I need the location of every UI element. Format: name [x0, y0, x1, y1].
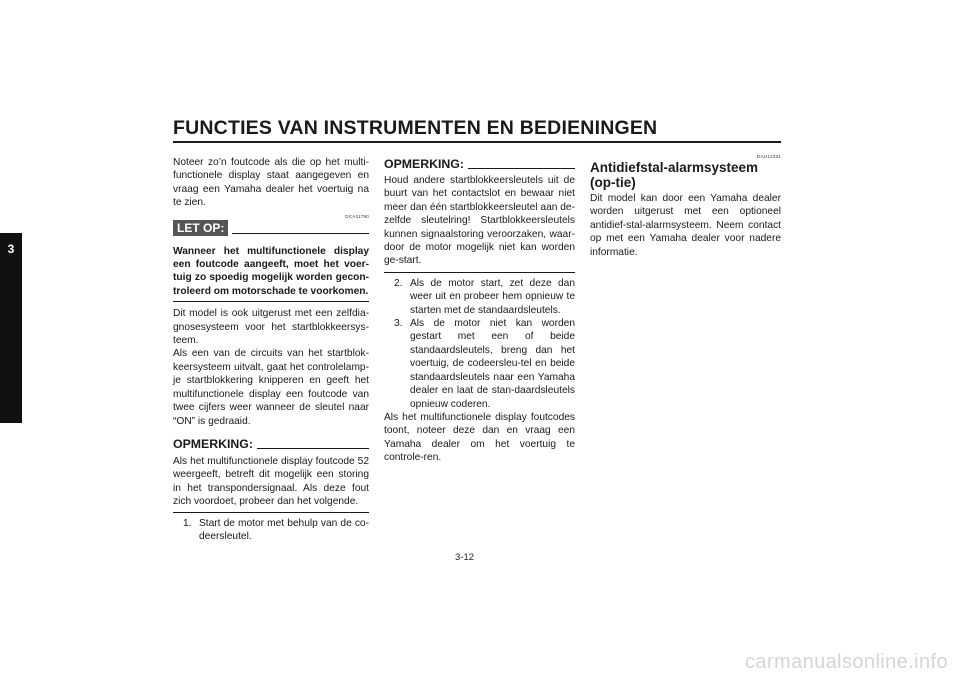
paragraph-selfdiagnosis: Dit model is ook uitgerust met een zelfdia-gnosesysteem voor het startblokkeersys-teem.	[173, 308, 369, 347]
list-item-number: 1.	[183, 517, 192, 529]
paragraph-circuit-failure: Als een van de circuits van het startblok-keersysteem uitvalt, gaat het controlelamp-je startblokkering knipperen en geeft het multifunctionele display een foutcode van twee cijfers weer wanneer de sleutel naar “ON” is gedraaid.	[173, 348, 369, 427]
list-item	[384, 277, 575, 317]
section-title: Antidiefstal-alarmsysteem (op-tie)	[590, 160, 759, 190]
note-header-line	[257, 448, 369, 449]
column-2	[384, 157, 575, 465]
chapter-tab	[0, 233, 22, 423]
page-title: FUNCTIES VAN INSTRUMENTEN EN BEDIENINGEN	[173, 117, 658, 139]
list-item-number: 2.	[394, 277, 403, 289]
note-label: OPMERKING:	[173, 436, 253, 451]
note-header	[384, 157, 575, 171]
note-header-line	[468, 168, 575, 169]
title-rule	[173, 141, 781, 143]
list-item	[173, 517, 369, 544]
chapter-tab-number: 3	[7, 242, 15, 256]
list-item-text: Als de motor niet kan worden gestart met een of beide standaardsleutels, breng dan het voertuig, de codeersleu-tel en beide standaardsleutels naar een Yamaha dealer en laat de stan-daardsleutels opnieuw coderen.	[410, 318, 575, 410]
caution-header-line	[232, 233, 369, 234]
column-3	[590, 154, 781, 259]
note-text: Als het multifunctionele display foutcode 52 weergeeft, betreft dit mogelijk een storing in het transpondersignaal. Als deze fout zich voordoet, probeer dan het volgende.	[173, 455, 369, 508]
section-code: DAU12331	[756, 154, 781, 159]
note-text: Houd andere startblokkeersleutels uit de buurt van het contactslot en bewaar niet meer dan één startblokkeersleutel aan de-zelfde sleutelring! Startblokkeersleutels kunnen signaalstoring veroorzaken, waar-door de motor mogelijk niet kan worden ge-start.	[384, 175, 575, 267]
caution-text: Wanneer het multifunctionele display een foutcode aangeeft, moet het voer-tuig zo spoedig mogelijk worden gecon-troleerd om motorschade te voorkomen.	[173, 245, 369, 297]
caution-rule	[173, 301, 369, 302]
caution-header	[173, 220, 369, 236]
closing-paragraph: Als het multifunctionele display foutcodes toont, noteer deze dan en vraag een Yamaha dealer om het voertuig te controle-ren.	[384, 411, 575, 464]
note-rule	[173, 512, 369, 513]
intro-paragraph: Noteer zo’n foutcode als die op het multi-functionele display staat aangegeven en vraag een Yamaha dealer het voertuig na te zien.	[173, 157, 369, 209]
column-1	[173, 156, 369, 543]
caution-code: DCA11790	[345, 213, 369, 219]
note-rule	[384, 272, 575, 273]
caution-label: LET OP:	[173, 220, 228, 236]
list-item-text: Als de motor start, zet deze dan weer uit en probeer hem opnieuw te starten met de standaardsleutels.	[410, 277, 575, 316]
note-header	[173, 437, 369, 451]
page-number: 3-12	[455, 552, 475, 563]
list-item-number: 3.	[394, 318, 403, 330]
section-text: Dit model kan door een Yamaha dealer worden uitgerust met een optioneel antidief-stal-alarmsysteem. Neem contact op met een Yamaha dealer voor nadere informatie.	[590, 193, 781, 258]
note-label: OPMERKING:	[384, 157, 464, 171]
list-item	[384, 317, 575, 411]
list-item-text: Start de motor met behulp van de co-deersleutel.	[199, 517, 369, 542]
watermark: carmanualsonline.info	[745, 651, 948, 673]
